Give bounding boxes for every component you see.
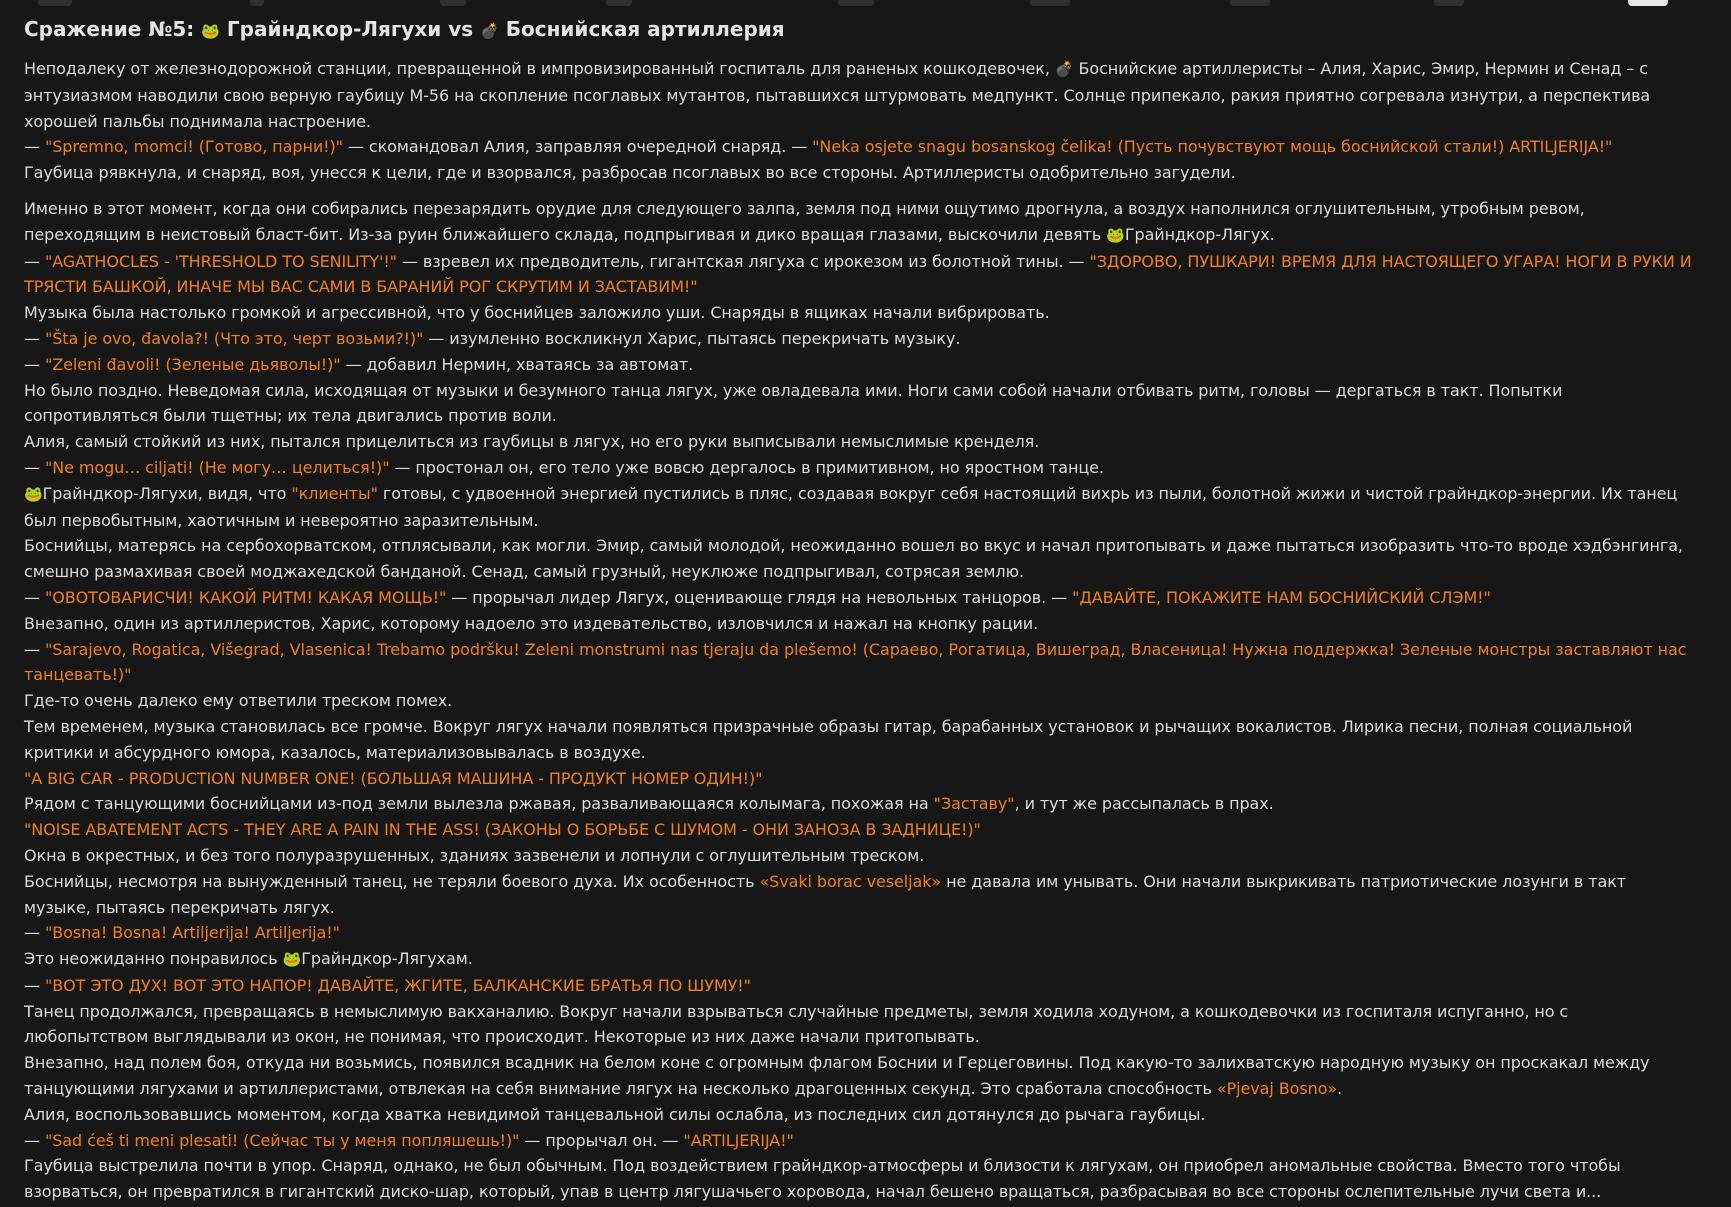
battle-number: Сражение №5: xyxy=(24,17,202,41)
story-paragraph xyxy=(24,249,1696,301)
story-paragraph: Внезапно, один из артиллеристов, Харис, которому надоело это издевательство, изловчился и нажал на кнопку рации. xyxy=(24,613,1039,633)
dash: — xyxy=(24,137,45,157)
quote: "Заставу" xyxy=(933,794,1015,814)
dash: — xyxy=(24,457,45,477)
quote: "Sad ćeš ti meni plesati! (Сейчас ты у меня попляшешь!)" xyxy=(44,1130,520,1150)
narration: . xyxy=(1337,1079,1343,1099)
nav-icon-5[interactable] xyxy=(838,0,874,6)
lyric-quote: "NOISE ABATEMENT ACTS - THEY ARE A PAIN IN THE ASS! (ЗАКОНЫ О БОРЬБЕ С ШУМОМ - ОНИ ЗАНОЗА В ЗАДНИЦЕ!)" xyxy=(24,820,981,840)
nav-icon-6[interactable] xyxy=(1030,0,1070,6)
dash: — xyxy=(24,587,45,607)
dash: — xyxy=(24,354,45,374)
frog-icon: 🐸 xyxy=(201,22,220,40)
narration: — добавил Нермин, хватаясь за автомат. xyxy=(340,354,694,374)
quote: "ARTILJERIJA!" xyxy=(683,1130,794,1150)
story-paragraph xyxy=(24,134,1696,160)
story-paragraph xyxy=(24,585,1696,611)
dash: — xyxy=(24,923,45,943)
top-navigation-bar xyxy=(0,0,1731,8)
story-paragraph: Алия, самый стойкий из них, пытался прицелиться из гаубицы в лягух, но его руки выписывали немыслимые кренделя. xyxy=(24,432,1040,452)
quote: "Šta je ovo, đavola?! (Что это, черт возьми?!)" xyxy=(44,328,424,348)
story-paragraph: Окна в окрестных, и без того полуразрушенных, зданиях зазвенели и лопнули с оглушительным треском. xyxy=(24,845,925,865)
narration: Боснийские артиллеристы – Алия, Харис, Эмир, Нермин и Сенад – с энтузиазмом наводили свою верную гаубицу М-56 на скопление псоглавых мутантов, пытавшихся штурмовать медпункт. Солнце припекало, ракия приятно согревала изнутри, а перспектива хорошей пальбы поднимала настроение. xyxy=(24,59,1651,131)
story-paragraph xyxy=(24,455,1696,481)
nav-icon-2[interactable] xyxy=(250,0,264,6)
nav-icon-9[interactable] xyxy=(1628,0,1668,6)
story-paragraph xyxy=(24,637,1696,689)
quote: "ВОТ ЭТО ДУХ! ВОТ ЭТО НАПОР! ДАВАЙТЕ, ЖГИТЕ, БАЛКАНСКИЕ БРАТЬЯ ПО ШУМУ!" xyxy=(44,975,751,995)
bomb-icon: 💣 xyxy=(480,22,499,40)
narration: Неподалеку от железнодорожной станции, превращенной в импровизированный госпиталь для раненых кошкодевочек, xyxy=(24,59,1055,78)
story-paragraph: Боснийцы, матерясь на сербохорватском, отплясывали, как могли. Эмир, самый молодой, неожиданно вошел во вкус и начал притопывать и даже пытаться изобразить что-то вроде хэдбэнгинга, смешно размахивая своей моджахедской банданой. Сенад, самый грузный, неуклюже подпрыгивал, сотрясая землю. xyxy=(24,536,1683,582)
quote: "Neka osjete snagu bosanskog čelika! (Пусть почувствуют мощь боснийской стали!) ARTILJERIJA!" xyxy=(812,137,1613,157)
narration: Грайндкор-Лягух. xyxy=(1124,224,1275,244)
story-paragraph: Музыка была настолько громкой и агрессивной, что у боснийцев заложило уши. Снаряды в ящиках начали вибрировать. xyxy=(24,303,1050,323)
story-paragraph: Где-то очень далеко ему ответили треском помех. xyxy=(24,691,453,711)
narration: — прорычал лидер Лягух, оценивающе глядя на невольных танцоров. — xyxy=(446,587,1073,607)
quote: "клиенты" xyxy=(291,483,378,503)
narration: Грайндкор-Лягухи, видя, что xyxy=(42,483,292,503)
frog-icon: 🐸 xyxy=(282,950,302,969)
narration: — изумленно воскликнул Харис, пытаясь перекричать музыку. xyxy=(423,328,961,348)
team-a-name: Грайндкор-Лягухи vs xyxy=(219,17,481,41)
story-paragraph xyxy=(24,920,1696,946)
quote: "ДАВАЙТЕ, ПОКАЖИТЕ НАМ БОСНИЙСКИЙ СЛЭМ!" xyxy=(1072,587,1491,607)
dash: — xyxy=(24,328,45,348)
story-paragraph xyxy=(24,352,1696,378)
story-paragraph xyxy=(24,481,1696,534)
story-paragraph: Алия, воспользовавшись моментом, когда хватка невидимой танцевальной силы ослабла, из последних сил дотянулся до рычага гаубицы. xyxy=(24,1104,1206,1124)
nav-icon-1[interactable] xyxy=(38,0,72,6)
narration: — скомандовал Алия, заправляя очередной снаряд. — xyxy=(342,137,813,157)
nav-icon-3[interactable] xyxy=(440,0,466,6)
narration: Внезапно, над полем боя, откуда ни возьмись, появился всадник на белом коне с огромным флагом Боснии и Герцеговины. Под какую-то залихватскую народную музыку он проскакал между танцующими лягухами и артиллеристами, отвлекая на себя внимание лягух на несколько драгоценных секунд. Это сработала способность xyxy=(24,1053,1650,1099)
narration: , и тут же рассыпалась в прах. xyxy=(1014,794,1274,814)
story-paragraph xyxy=(24,326,1696,352)
battle-story xyxy=(24,14,1696,1205)
nav-icon-4[interactable] xyxy=(606,0,632,6)
narration: Боснийцы, несмотря на вынужденный танец, не теряли боевого духа. Их особенность xyxy=(24,871,760,891)
story-paragraph xyxy=(24,56,1696,134)
narration: — простонал он, его тело уже вовсю дергалось в примитивном, но яростном танце. xyxy=(389,457,1104,477)
paragraph-gap xyxy=(24,186,1696,196)
quote: "Bosna! Bosna! Artiljerija! Artiljerija!" xyxy=(44,923,340,943)
quote: "Sarajevo, Rogatica, Višegrad, Vlasenica! Trebamo podršku! Zeleni monstrumi nas tjeraju da plešemo! (Сараево, Рогатица, Вишеград, Власеница! Нужна поддержка! Зеленые монстры заставляют нас танцевать!)" xyxy=(24,639,1687,685)
lyric-quote: "A BIG CAR - PRODUCTION NUMBER ONE! (БОЛЬШАЯ МАШИНА - ПРОДУКТ НОМЕР ОДИН!)" xyxy=(24,768,763,788)
story-paragraph xyxy=(24,973,1696,999)
frog-icon: 🐸 xyxy=(24,484,43,503)
quote: "Ne mogu… ciljati! (Не могу… целиться!)" xyxy=(44,457,390,477)
story-paragraph xyxy=(24,1050,1696,1102)
story-paragraph xyxy=(24,946,1696,973)
narration: не давала им унывать. Они начали выкрикивать патриотические лозунги в такт музыке, пытаясь перекричать лягух. xyxy=(24,871,1627,917)
story-paragraph xyxy=(24,196,1696,249)
narration: — прорычал он. — xyxy=(519,1130,684,1150)
narration: Именно в этот момент, когда они собирались перезарядить орудие для следующего залпа, земля под ними ощутимо дрогнула, а воздух наполнился оглушительным, утробным ревом, переходящим в неистовый бласт-бит. Из-за руин ближайшего склада, подпрыгивая и дико вращая глазами, выскочили девять xyxy=(24,198,1585,244)
story-paragraph xyxy=(24,1128,1696,1154)
ability-name: «Svaki borac veseljak» xyxy=(759,871,942,891)
story-paragraph xyxy=(24,791,1696,817)
narration: Рядом с танцующими боснийцами из-под земли вылезла ржавая, разваливающаяся колымага, похожая на xyxy=(24,794,934,814)
nav-icon-8[interactable] xyxy=(1434,0,1464,6)
quote: "Spremno, momci! (Готово, парни!)" xyxy=(44,137,343,157)
nav-icon-7[interactable] xyxy=(1230,0,1270,6)
dash: — xyxy=(24,251,45,271)
quote: "ОВОТОВАРИСЧИ! КАКОЙ РИТМ! КАКАЯ МОЩЬ!" xyxy=(44,587,447,607)
story-paragraph: Гаубица выстрелила почти в упор. Снаряд, однако, не был обычным. Под воздействием грайндкор-атмосферы и близости к лягухам, он приобрел аномальные свойства. Вместо того чтобы взорваться, он превратился в гигантский диско-шар, который, упав в центр лягушачьего хоровода, начал бешено вращаться, разбрасывая во все стороны ослепительные лучи света и... xyxy=(24,1156,1621,1202)
story-paragraph: Гаубица рявкнула, и снаряд, воя, унесся к цели, где и взорвался, разбросав псоглавых во все стороны. Артиллеристы одобрительно загудели. xyxy=(24,163,1236,183)
battle-title xyxy=(24,14,1696,46)
narration: готовы, с удвоенной энергией пустились в пляс, создавая вокруг себя настоящий вихрь из пыли, болотной жижи и чистой грайндкор-энергии. Их танец был первобытным, хаотичным и невероятно заразительным. xyxy=(24,483,1678,530)
story-paragraph xyxy=(24,869,1696,921)
ability-name: «Pjevaj Bosno» xyxy=(1216,1079,1338,1099)
story-paragraph: Тем временем, музыка становилась все громче. Вокруг лягух начали появляться призрачные образы гитар, барабанных установок и рычащих вокалистов. Лирика песни, полная социальной критики и абсурдного юмора, казалось, материализовывалась в воздухе. xyxy=(24,716,1633,762)
story-paragraph: Танец продолжался, превращаясь в немыслимую вакханалию. Вокруг начали взрываться случайные предметы, земля ходила ходуном, а кошкодевочки из госпиталя испуганно, но с любопытством выглядывали из окон, не понимая, что происходит. Некоторые из них даже начали притопывать. xyxy=(24,1001,1569,1047)
quote: "Zeleni đavoli! (Зеленые дьяволы!)" xyxy=(44,354,341,374)
dash: — xyxy=(24,975,45,995)
dash: — xyxy=(24,639,45,659)
bomb-icon: 💣 xyxy=(1054,60,1074,78)
narration: Это неожиданно понравилось xyxy=(24,949,283,969)
quote: "AGATHOCLES - 'THRESHOLD TO SENILITY'!" xyxy=(44,251,397,271)
quote: "ЗДОРОВО, ПУШКАРИ! ВРЕМЯ ДЛЯ НАСТОЯЩЕГО УГАРА! НОГИ В РУКИ И ТРЯСТИ БАШКОЙ, ИНАЧЕ МЫ ВАС САМИ В БАРАНИЙ РОГ СКРУТИМ И ЗАСТАВИМ!" xyxy=(24,251,1692,297)
narration: Грайндкор-Лягухам. xyxy=(301,949,473,969)
frog-icon: 🐸 xyxy=(1106,225,1125,244)
story-paragraph: Но было поздно. Неведомая сила, исходящая от музыки и безумного танца лягух, уже овладевала ими. Ноги сами собой начали отбивать ритм, головы — дергаться в такт. Попытки сопротивляться были тщетны; их тела двигались против воли. xyxy=(24,380,1563,426)
team-b-name: Боснийская артиллерия xyxy=(498,17,785,41)
dash: — xyxy=(24,1130,45,1150)
narration: — взревел их предводитель, гигантская лягуха с ирокезом из болотной тины. — xyxy=(396,251,1090,271)
